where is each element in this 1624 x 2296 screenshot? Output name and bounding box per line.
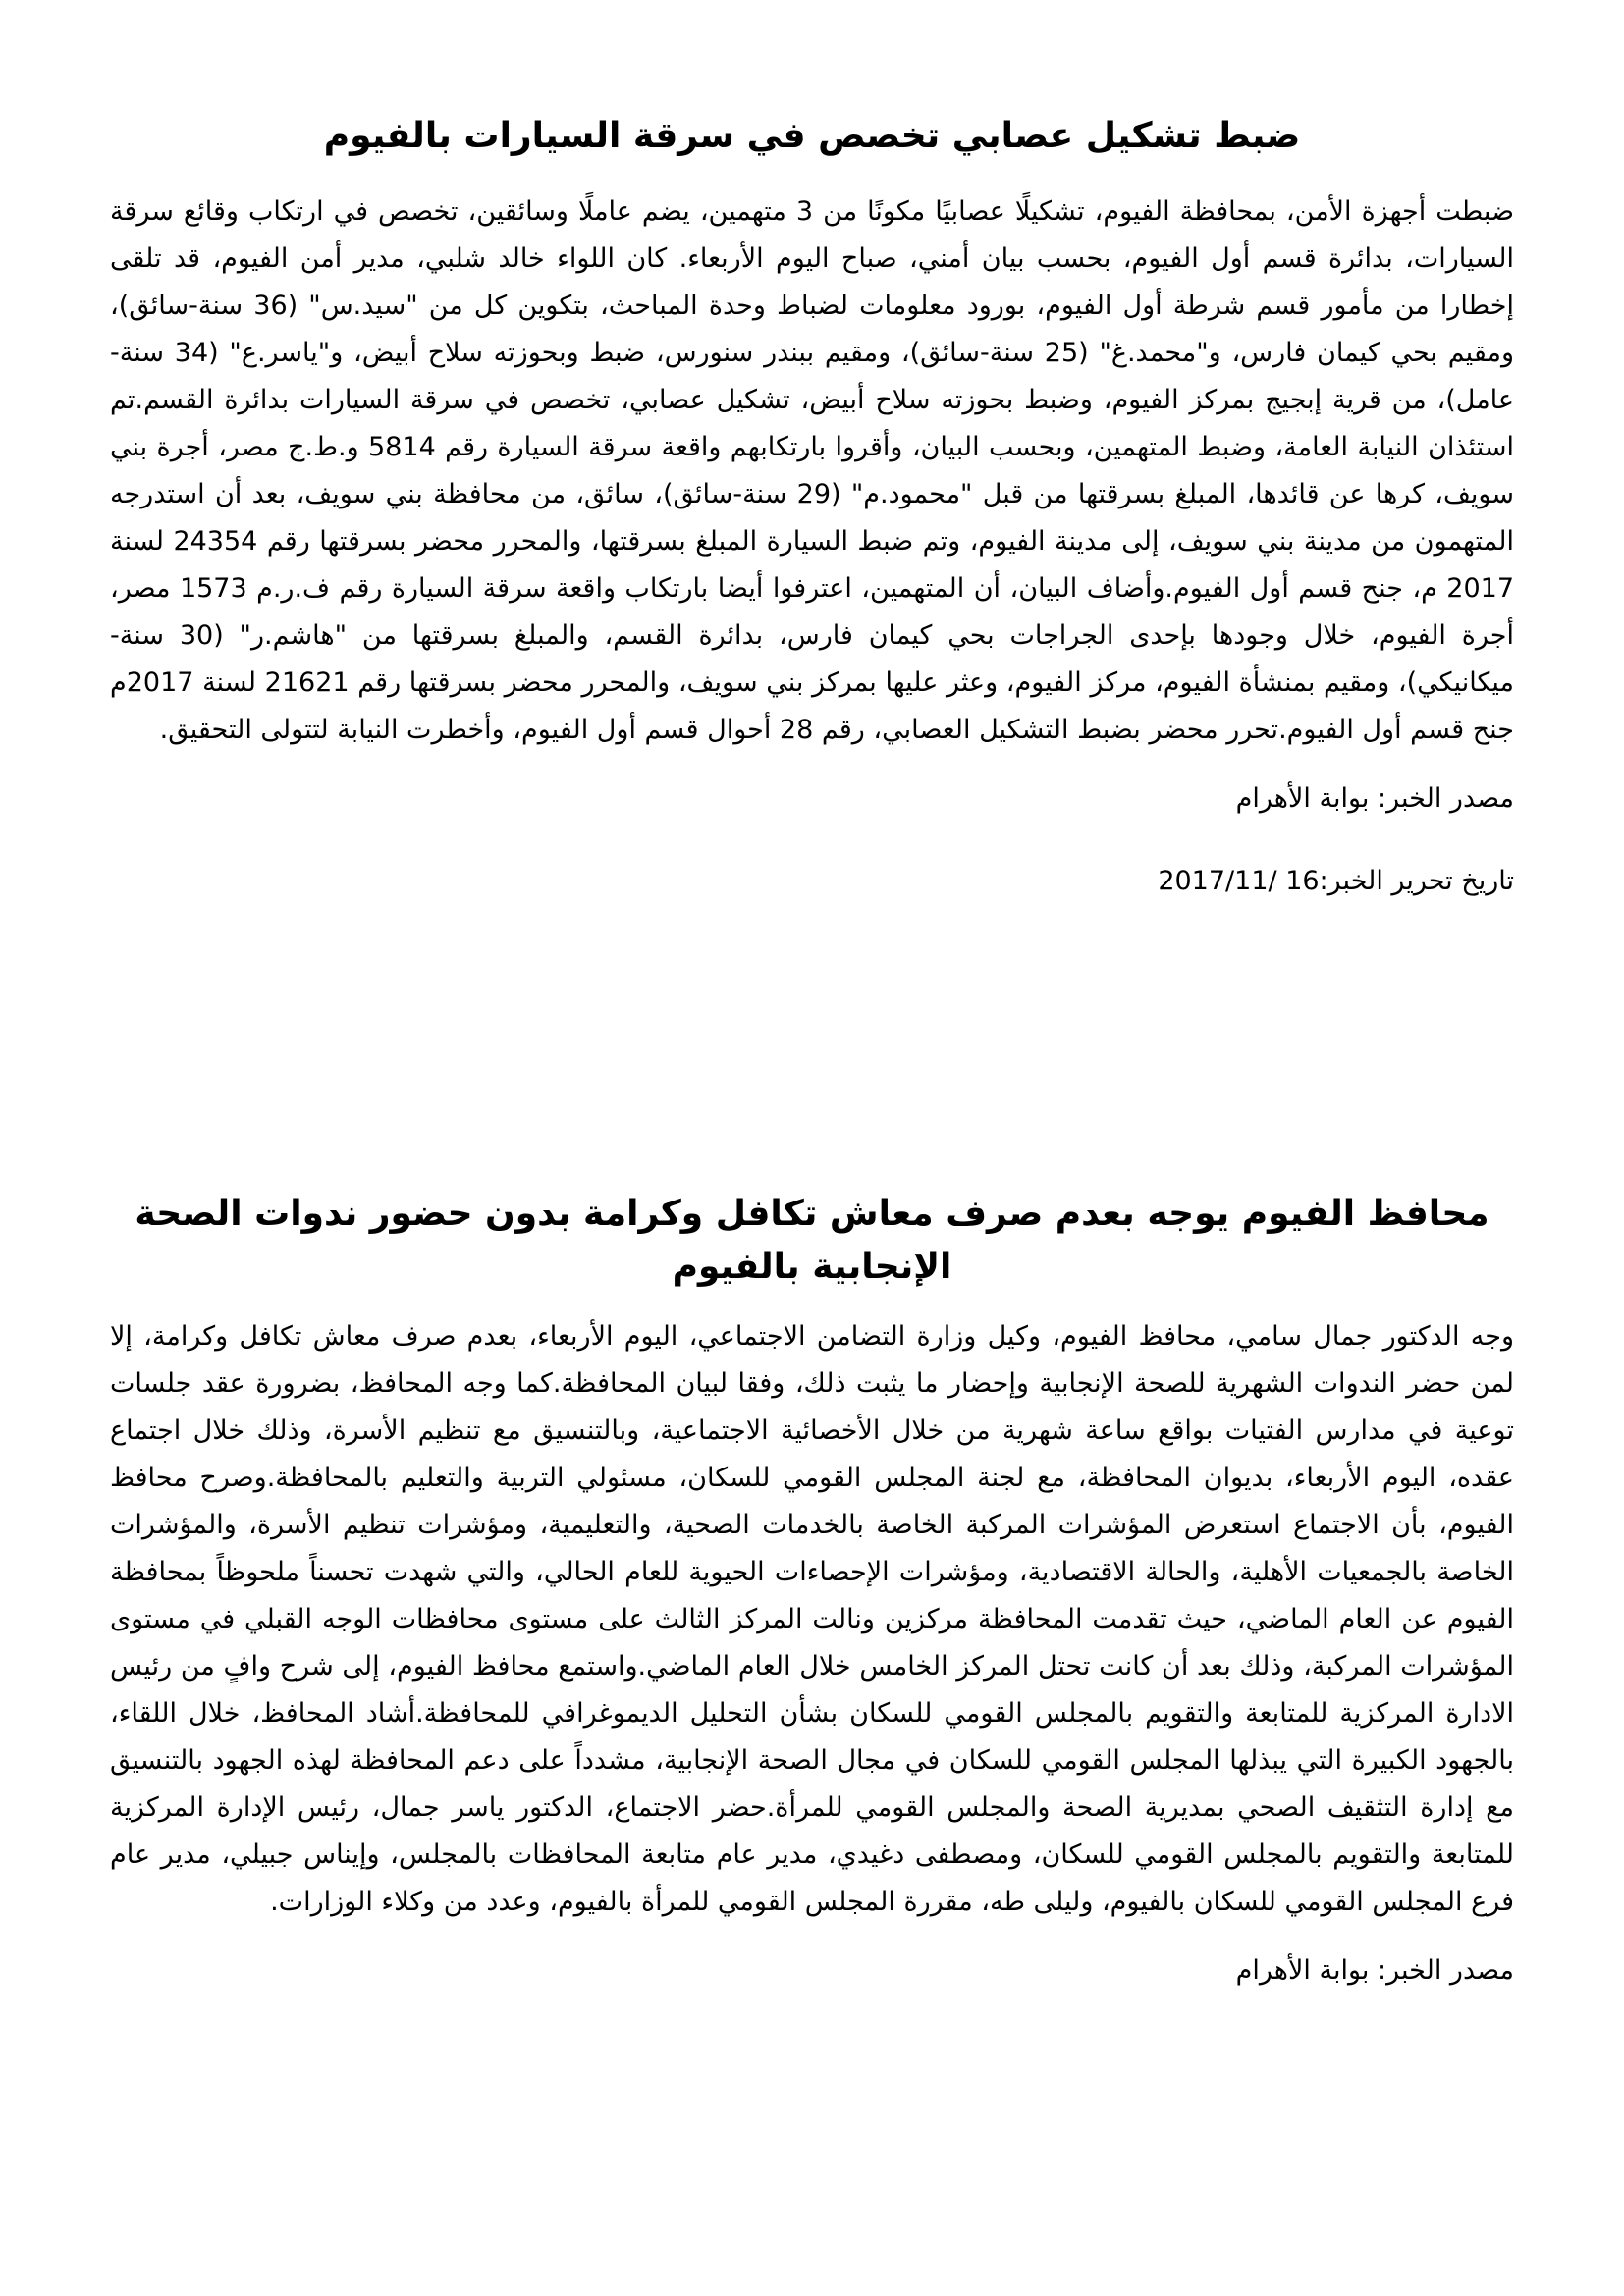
article-title: ضبط تشكيل عصابي تخصص في سرقة السيارات بالفيوم (323, 116, 1301, 156)
article-date: تاريخ تحرير الخبر:16 /2017/11 (1158, 866, 1514, 896)
article-source: مصدر الخبر: بوابة الأهرام (1235, 783, 1514, 814)
article-title: محافظ الفيوم يوجه بعدم صرف معاش تكافل وكرامة بدون حضور ندوات الصحة الإنجابية بالفيوم (135, 1194, 1489, 1287)
article-body: ضبطت أجهزة الأمن، بمحافظة الفيوم، تشكيلًا عصابيًا مكونًا من 3 متهمين، يضم عاملًا وسائقين، تخصص في ارتكاب وقائع سرقة السيارات، بدائرة قسم أول الفيوم، بحسب بيان أمني، صباح اليوم الأربعاء. كان اللواء خالد شلبي، مدير أمن الفيوم، قد تلقى إخطارا من مأمور قسم شرطة أول الفيوم، بورود معلومات لضباط وحدة المباحث، بتكوين كل من "سيد.س" (36 سنة-سائق)، ومقيم بحي كيمان فارس، و"محمد.غ" (25 سنة-سائق)، ومقيم ببندر سنورس، ضبط وبحوزته سلاح أبيض، و"ياسر.ع" (34 سنة-عامل)، من قرية إبجيج بمركز الفيوم، وضبط بحوزته سلاح أبيض، تشكيل عصابي، تخصص في سرقة السيارات بدائرة القسم.تم استئذان النيابة العامة، وضبط المتهمين، وبحسب البيان، وأقروا بارتكابهم واقعة سرقة السيارة رقم 5814 و.ط.ج مصر، أجرة بني سويف، كرها عن قائدها، المبلغ بسرقتها من قبل "محمود.م" (29 سنة-سائق)، سائق، من محافظة بني سويف، بعد أن استدرجه المتهمون من مدينة بني سويف، إلى مدينة الفيوم، وتم ضبط السيارة المبلغ بسرقتها، والمحرر محضر بسرقتها رقم 24354 لسنة 2017 م، جنح قسم أول الفيوم.وأضاف البيان، أن المتهمين، اعترفوا أيضا بارتكاب واقعة سرقة السيارة رقم ف.ر.م 1573 مصر، أجرة الفيوم، خلال وجودها بإحدى الجراجات بحي كيمان فارس، بدائرة القسم، والمبلغ بسرقتها من "هاشم.ر" (30 سنة-ميكانيكي)، ومقيم بمنشأة الفيوم، مركز الفيوم، وعثر عليها بمركز بني سويف، والمحرر محضر بسرقتها رقم 21621 لسنة 2017م جنح قسم أول الفيوم.تحرر محضر بضبط التشكيل العصابي، رقم 28 أحوال قسم أول الفيوم، وأخطرت النيابة لتتولى التحقيق. (110, 196, 1515, 745)
news-article-1 (110, 110, 1514, 944)
article-source: مصدر الخبر: بوابة الأهرام (1235, 1955, 1514, 1986)
news-article-2 (110, 1188, 1514, 2034)
article-body: وجه الدكتور جمال سامي، محافظ الفيوم، وكيل وزارة التضامن الاجتماعي، اليوم الأربعاء، بعدم صرف معاش تكافل وكرامة، إلا لمن حضر الندوات الشهرية للصحة الإنجابية وإحضار ما يثبت ذلك، وفقا لبيان المحافظة.كما وجه المحافظ، بضرورة عقد جلسات توعية في مدارس الفتيات بواقع ساعة شهرية من خلال الأخصائية الاجتماعية، وبالتنسيق مع تنظيم الأسرة، وذلك خلال اجتماع عقده، اليوم الأربعاء، بديوان المحافظة، مع لجنة المجلس القومي للسكان، مسئولي التربية والتعليم بالمحافظة.وصرح محافظ الفيوم، بأن الاجتماع استعرض المؤشرات المركبة الخاصة بالخدمات الصحية، والتعليمية، ومؤشرات تنظيم الأسرة، والمؤشرات الخاصة بالجمعيات الأهلية، والحالة الاقتصادية، ومؤشرات الإحصاءات الحيوية للعام الحالي، والتي شهدت تحسناً ملحوظاً بمحافظة الفيوم عن العام الماضي، حيث تقدمت المحافظة مركزين ونالت المركز الثالث على مستوى محافظات الوجه القبلي في مستوى المؤشرات المركبة، وذلك بعد أن كانت تحتل المركز الخامس خلال العام الماضي.واستمع محافظ الفيوم، إلى شرح وافٍ من رئيس الادارة المركزية للمتابعة والتقويم بالمجلس القومي للسكان بشأن التحليل الديموغرافي للمحافظة.أشاد المحافظ، خلال اللقاء، بالجهود الكبيرة التي يبذلها المجلس القومي للسكان في مجال الصحة الإنجابية، مشدداً على دعم المحافظة لهذه الجهود بالتنسيق مع إدارة التثقيف الصحي بمديرية الصحة والمجلس القومي للمرأة.حضر الاجتماع، الدكتور ياسر جمال، رئيس الإدارة المركزية للمتابعة والتقويم بالمجلس القومي للسكان، ومصطفى دغيدي، مدير عام متابعة المحافظات بالمجلس، وإيناس جبيلي، مدير عام فرع المجلس القومي للسكان بالفيوم، وليلى طه، مقررة المجلس القومي للمرأة بالفيوم، وعدد من وكلاء الوزارات. (110, 1321, 1514, 1917)
